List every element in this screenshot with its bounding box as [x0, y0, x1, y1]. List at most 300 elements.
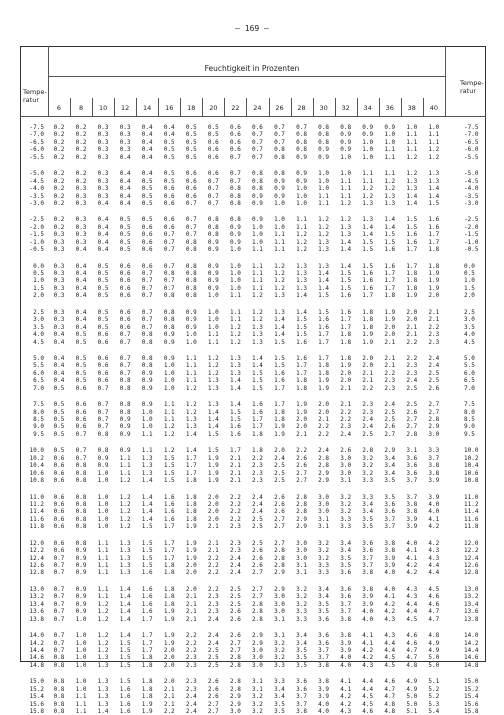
value-cell: 2.0 — [362, 362, 374, 370]
temperature-cell-right: -1.0 — [464, 238, 479, 246]
value-cell: 2.5 — [362, 430, 374, 438]
value-cell: 1.5 — [274, 362, 285, 370]
value-cell: 1.4 — [229, 384, 241, 392]
value-cell: 3.2 — [252, 700, 263, 708]
value-cell: 1.3 — [229, 354, 241, 362]
value-cell: 1.9 — [384, 308, 396, 316]
value-cell: 1.3 — [141, 462, 153, 470]
value-cell: 1.0 — [340, 153, 352, 161]
value-cell: 2.1 — [384, 354, 396, 362]
value-cell: 2.0 — [207, 515, 219, 523]
value-cell: 0.4 — [163, 124, 175, 131]
value-cell: 0.8 — [75, 523, 87, 531]
value-cell: 4.2 — [340, 693, 352, 701]
value-cell: 1.0 — [252, 231, 263, 239]
value-cell: 1.2 — [119, 500, 131, 508]
value-cell: 1.1 — [406, 146, 418, 154]
value-cell: 0.8 — [53, 661, 65, 669]
value-cell: 2.4 — [207, 632, 219, 640]
column-header: 22 — [231, 104, 240, 112]
value-cell: 0.3 — [75, 238, 87, 246]
table-row — [20, 385, 486, 392]
value-cell: 3.5 — [384, 493, 396, 501]
value-cell: 1.0 — [141, 416, 153, 423]
value-cell: 1.2 — [119, 523, 131, 531]
value-cell: 1.0 — [97, 523, 109, 531]
value-cell: 0.7 — [274, 138, 285, 146]
table-row — [20, 477, 486, 484]
value-cell: 1.7 — [185, 454, 197, 462]
value-cell: 5.0 — [406, 700, 418, 708]
value-cell: 0.6 — [229, 138, 241, 146]
row-group — [20, 170, 486, 207]
value-cell: 2.2 — [185, 646, 197, 654]
value-cell: 3.6 — [318, 639, 330, 647]
value-cell: 0.3 — [53, 308, 65, 316]
value-cell: 1.5 — [163, 454, 175, 462]
value-cell: 2.3 — [229, 547, 241, 555]
value-cell: 1.3 — [119, 539, 131, 547]
value-cell: 0.5 — [97, 292, 109, 300]
table-row — [20, 178, 486, 185]
value-cell: 2.1 — [428, 316, 440, 324]
value-cell: 2.9 — [318, 477, 330, 485]
column-header: 10 — [98, 104, 108, 112]
value-cell: 1.1 — [252, 270, 263, 277]
value-cell: 0.6 — [229, 124, 241, 131]
value-cell: 0.8 — [252, 185, 263, 193]
value-cell: 1.6 — [384, 262, 396, 270]
value-cell: 1.4 — [296, 308, 307, 316]
table-row — [20, 586, 486, 593]
value-cell: 2.7 — [406, 416, 418, 423]
value-cell: 1.6 — [406, 238, 418, 246]
value-cell: 3.7 — [406, 493, 418, 501]
value-cell: 1.1 — [163, 401, 175, 409]
value-cell: 4.0 — [384, 585, 396, 593]
column-divider — [114, 98, 115, 116]
right-temp-label-1: Tempe- — [460, 79, 484, 87]
column-divider — [224, 98, 225, 116]
temperature-cell: -7.5 — [29, 124, 44, 131]
value-cell: 3.0 — [318, 508, 330, 516]
value-cell: 0.6 — [75, 416, 87, 423]
temperature-cell-right: 1.5 — [464, 284, 475, 292]
value-cell: 1.5 — [119, 661, 131, 669]
value-cell: 2.5 — [229, 600, 241, 608]
value-cell: 1.6 — [163, 508, 175, 516]
value-cell: 1.4 — [274, 316, 285, 324]
value-cell: 2.7 — [274, 515, 285, 523]
value-cell: 0.8 — [75, 462, 87, 470]
value-cell: 0.2 — [53, 153, 65, 161]
value-cell: 0.4 — [75, 323, 87, 331]
table-row — [20, 355, 486, 362]
temperature-cell: 2.0 — [33, 292, 44, 300]
value-cell: 4.3 — [428, 547, 440, 555]
value-cell: 1.6 — [119, 708, 131, 715]
value-cell: 4.3 — [406, 585, 418, 593]
column-divider — [291, 98, 292, 116]
value-cell: 4.1 — [406, 554, 418, 562]
value-cell: 0.8 — [185, 277, 197, 285]
value-cell: 1.4 — [274, 323, 285, 331]
value-cell: 0.4 — [97, 223, 109, 231]
value-cell: 1.0 — [340, 170, 352, 178]
value-cell: 1.6 — [296, 354, 307, 362]
value-cell: 2.3 — [185, 654, 197, 662]
value-cell: 1.0 — [207, 292, 219, 300]
value-cell: 2.6 — [296, 462, 307, 470]
value-cell: 1.4 — [207, 408, 219, 416]
value-cell: 2.1 — [362, 377, 374, 385]
value-cell: 0.9 — [207, 238, 219, 246]
temperature-cell: -4.0 — [29, 185, 44, 193]
value-cell: 1.8 — [318, 369, 330, 377]
value-cell: 3.6 — [406, 454, 418, 462]
temperature-cell: 11.4 — [29, 508, 44, 516]
table-row — [20, 170, 486, 177]
value-cell: 3.8 — [428, 469, 440, 477]
value-cell: 4.9 — [428, 639, 440, 647]
value-cell: 0.3 — [53, 292, 65, 300]
value-cell: 0.3 — [53, 270, 65, 277]
value-cell: 0.7 — [229, 177, 241, 185]
value-cell: 1.1 — [296, 216, 307, 224]
value-cell: 3.8 — [406, 508, 418, 516]
value-cell: 0.9 — [75, 569, 87, 577]
value-cell: 1.9 — [362, 331, 374, 339]
value-cell: 1.0 — [274, 199, 285, 207]
table-row — [20, 239, 486, 246]
value-cell: 1.2 — [229, 323, 241, 331]
value-cell: 0.7 — [53, 569, 65, 577]
temperature-cell-right: 10.2 — [464, 454, 479, 462]
temperature-cell-right: 9.0 — [464, 423, 475, 431]
value-cell: 2.5 — [207, 654, 219, 662]
value-cell: 3.8 — [318, 661, 330, 669]
value-cell: 0.5 — [97, 308, 109, 316]
value-cell: 3.6 — [384, 500, 396, 508]
value-cell: 3.8 — [406, 500, 418, 508]
value-cell: 1.0 — [207, 308, 219, 316]
temperature-cell-right: 13.0 — [464, 585, 479, 593]
value-cell: 2.3 — [185, 685, 197, 693]
value-cell: 1.4 — [119, 600, 131, 608]
value-cell: 0.9 — [119, 416, 131, 423]
value-cell: 4.2 — [428, 523, 440, 531]
value-cell: 1.1 — [75, 700, 87, 708]
value-cell: 1.5 — [340, 284, 352, 292]
row-group — [20, 263, 486, 300]
value-cell: 4.0 — [362, 608, 374, 616]
value-cell: 1.5 — [340, 277, 352, 285]
value-cell: 0.2 — [75, 124, 87, 131]
temperature-cell-right: 2.0 — [464, 292, 475, 300]
value-cell: 0.3 — [53, 246, 65, 254]
row-group — [20, 216, 486, 253]
temperature-cell-right: 11.2 — [464, 500, 479, 508]
value-cell: 2.2 — [318, 430, 330, 438]
temperature-cell-right: 5.5 — [464, 362, 475, 370]
value-cell: 0.8 — [340, 124, 352, 131]
table-row — [20, 316, 486, 323]
value-cell: 1.5 — [406, 216, 418, 224]
temperature-cell: -6.5 — [29, 138, 44, 146]
value-cell: 2.1 — [229, 469, 241, 477]
value-cell: 0.8 — [185, 238, 197, 246]
value-cell: 2.4 — [340, 430, 352, 438]
value-cell: 1.1 — [75, 693, 87, 701]
value-cell: 1.2 — [185, 384, 197, 392]
value-cell: 0.6 — [141, 238, 153, 246]
value-cell: 2.4 — [229, 569, 241, 577]
column-header: 30 — [319, 104, 328, 112]
table-row — [20, 154, 486, 161]
value-cell: 0.9 — [207, 246, 219, 254]
value-cell: 0.8 — [75, 508, 87, 516]
value-cell: 1.1 — [185, 362, 197, 370]
temperature-cell-right: 10.6 — [464, 469, 479, 477]
value-cell: 2.0 — [163, 646, 175, 654]
temperature-cell: -2.0 — [29, 223, 44, 231]
table-row — [20, 647, 486, 654]
temperature-cell: 0.0 — [33, 262, 44, 270]
value-cell: 0.5 — [53, 384, 65, 392]
temperature-cell-right: -2.0 — [464, 223, 479, 231]
value-cell: 1.0 — [97, 508, 109, 516]
value-cell: 1.9 — [185, 523, 197, 531]
value-cell: 2.1 — [207, 547, 219, 555]
value-cell: 1.2 — [340, 216, 352, 224]
value-cell: 0.9 — [229, 238, 241, 246]
value-cell: 4.2 — [428, 539, 440, 547]
value-cell: 3.2 — [296, 600, 307, 608]
value-cell: 0.5 — [141, 192, 153, 200]
temperature-cell-right: -6.0 — [464, 146, 479, 154]
value-cell: 0.8 — [163, 323, 175, 331]
value-cell: 3.4 — [274, 693, 285, 701]
value-cell: 0.8 — [119, 384, 131, 392]
value-cell: 0.9 — [75, 593, 87, 601]
value-cell: 2.7 — [252, 593, 263, 601]
value-cell: 2.1 — [229, 477, 241, 485]
value-cell: 2.1 — [362, 369, 374, 377]
temperature-cell-right: -0.5 — [464, 246, 479, 254]
value-cell: 1.5 — [163, 469, 175, 477]
value-cell: 1.4 — [384, 223, 396, 231]
value-cell: 1.2 — [384, 177, 396, 185]
value-cell: 0.5 — [75, 362, 87, 370]
value-cell: 2.5 — [406, 384, 418, 392]
temperature-cell-right: -7.0 — [464, 131, 479, 139]
value-cell: 1.9 — [274, 430, 285, 438]
value-cell: 1.1 — [207, 338, 219, 346]
temperature-cell-right: 14.4 — [464, 646, 479, 654]
value-cell: 1.6 — [141, 600, 153, 608]
value-cell: 1.8 — [362, 323, 374, 331]
column-divider — [401, 98, 402, 116]
value-cell: 3.2 — [340, 508, 352, 516]
value-cell: 1.7 — [318, 338, 330, 346]
value-cell: 1.3 — [318, 262, 330, 270]
value-cell: 0.9 — [229, 231, 241, 239]
value-cell: 1.4 — [97, 708, 109, 715]
value-cell: 2.9 — [428, 423, 440, 431]
value-cell: 1.0 — [384, 138, 396, 146]
table-row — [20, 640, 486, 647]
value-cell: 3.0 — [274, 600, 285, 608]
temperature-cell-right: 12.0 — [464, 539, 479, 547]
value-cell: 1.2 — [119, 493, 131, 501]
value-cell: 4.4 — [406, 600, 418, 608]
table-row — [20, 270, 486, 277]
value-cell: 2.6 — [274, 508, 285, 516]
value-cell: 1.7 — [274, 401, 285, 409]
value-cell: 2.3 — [185, 678, 197, 686]
value-cell: 3.5 — [362, 515, 374, 523]
value-cell: 2.9 — [274, 585, 285, 593]
temperature-cell-right: 10.4 — [464, 462, 479, 470]
value-cell: 4.2 — [384, 600, 396, 608]
value-cell: 0.8 — [75, 500, 87, 508]
table-row — [20, 686, 486, 693]
value-cell: 1.8 — [340, 338, 352, 346]
temperature-cell: 10.0 — [29, 447, 44, 455]
value-cell: 4.4 — [428, 562, 440, 569]
value-cell: 1.0 — [296, 199, 307, 207]
value-cell: 2.2 — [340, 416, 352, 423]
value-cell: 3.8 — [384, 539, 396, 547]
value-cell: 1.3 — [274, 308, 285, 316]
value-cell: 2.0 — [185, 585, 197, 593]
value-cell: 1.4 — [119, 608, 131, 616]
temperature-cell: -4.5 — [29, 177, 44, 185]
value-cell: 1.2 — [97, 639, 109, 647]
value-cell: 2.2 — [406, 338, 418, 346]
table-row — [20, 632, 486, 639]
value-cell: 1.6 — [141, 585, 153, 593]
value-cell: 2.9 — [296, 523, 307, 531]
value-cell: 3.3 — [362, 477, 374, 485]
value-cell: 0.6 — [141, 231, 153, 239]
value-cell: 1.6 — [119, 700, 131, 708]
value-cell: 2.6 — [406, 408, 418, 416]
value-cell: 1.9 — [185, 547, 197, 555]
column-header: 6 — [56, 104, 62, 112]
value-cell: 1.1 — [384, 170, 396, 178]
value-cell: 0.7 — [97, 401, 109, 409]
value-cell: 3.2 — [340, 493, 352, 501]
temperature-cell: -1.0 — [29, 238, 44, 246]
value-cell: 4.5 — [384, 654, 396, 662]
value-cell: 1.1 — [97, 554, 109, 562]
value-cell: 1.2 — [274, 270, 285, 277]
value-cell: 0.8 — [141, 338, 153, 346]
value-cell: 2.2 — [185, 639, 197, 647]
value-cell: 0.6 — [53, 539, 65, 547]
value-cell: 2.0 — [340, 377, 352, 385]
value-cell: 2.5 — [252, 539, 263, 547]
value-cell: 1.3 — [384, 199, 396, 207]
value-cell: 2.4 — [252, 493, 263, 501]
value-cell: 1.8 — [141, 678, 153, 686]
value-cell: 2.5 — [428, 377, 440, 385]
value-cell: 3.2 — [296, 585, 307, 593]
value-cell: 3.4 — [340, 547, 352, 555]
value-cell: 1.4 — [428, 192, 440, 200]
value-cell: 2.0 — [207, 508, 219, 516]
value-cell: 1.5 — [340, 270, 352, 277]
value-cell: 3.3 — [340, 523, 352, 531]
value-cell: 1.0 — [229, 277, 241, 285]
value-cell: 2.0 — [406, 316, 418, 324]
value-cell: 1.1 — [163, 408, 175, 416]
value-cell: 1.2 — [97, 632, 109, 640]
value-cell: 4.1 — [340, 685, 352, 693]
value-cell: 1.0 — [362, 138, 374, 146]
value-cell: 0.6 — [75, 423, 87, 431]
value-cell: 1.2 — [428, 146, 440, 154]
value-cell: 0.4 — [141, 170, 153, 178]
value-cell: 0.3 — [97, 177, 109, 185]
value-cell: 1.1 — [428, 138, 440, 146]
value-cell: 0.7 — [53, 646, 65, 654]
table-row — [20, 131, 486, 138]
table-row — [20, 185, 486, 192]
value-cell: 0.7 — [141, 323, 153, 331]
value-cell: 2.5 — [406, 401, 418, 409]
value-cell: 0.6 — [53, 493, 65, 501]
value-cell: 0.5 — [207, 124, 219, 131]
value-cell: 2.9 — [252, 632, 263, 640]
temperature-cell-right: -1.5 — [464, 231, 479, 239]
value-cell: 1.8 — [141, 693, 153, 701]
value-cell: 1.8 — [362, 308, 374, 316]
value-cell: 1.9 — [340, 362, 352, 370]
value-cell: 2.0 — [428, 292, 440, 300]
value-cell: 1.6 — [119, 693, 131, 701]
value-cell: 2.3 — [229, 539, 241, 547]
value-cell: 0.2 — [75, 131, 87, 139]
value-cell: 1.9 — [185, 539, 197, 547]
value-cell: 3.0 — [428, 430, 440, 438]
value-cell: 1.6 — [384, 246, 396, 254]
value-cell: 2.8 — [296, 493, 307, 501]
value-cell: 2.6 — [229, 632, 241, 640]
value-cell: 1.1 — [362, 170, 374, 178]
value-cell: 0.2 — [75, 177, 87, 185]
value-cell: 1.2 — [229, 331, 241, 339]
value-cell: 0.7 — [53, 562, 65, 569]
value-cell: 4.3 — [406, 593, 418, 601]
value-cell: 0.4 — [97, 231, 109, 239]
value-cell: 3.2 — [252, 693, 263, 701]
value-cell: 2.8 — [229, 654, 241, 662]
value-cell: 2.0 — [185, 562, 197, 569]
value-cell: 2.2 — [229, 515, 241, 523]
value-cell: 3.9 — [406, 523, 418, 531]
value-cell: 4.2 — [362, 646, 374, 654]
value-cell: 4.0 — [318, 708, 330, 715]
value-cell: 2.1 — [340, 384, 352, 392]
value-cell: 0.6 — [53, 515, 65, 523]
value-cell: 1.5 — [119, 646, 131, 654]
value-cell: 1.1 — [75, 708, 87, 715]
value-cell: 1.0 — [163, 377, 175, 385]
temperature-cell: 9.5 — [33, 430, 44, 438]
value-cell: 0.6 — [53, 454, 65, 462]
